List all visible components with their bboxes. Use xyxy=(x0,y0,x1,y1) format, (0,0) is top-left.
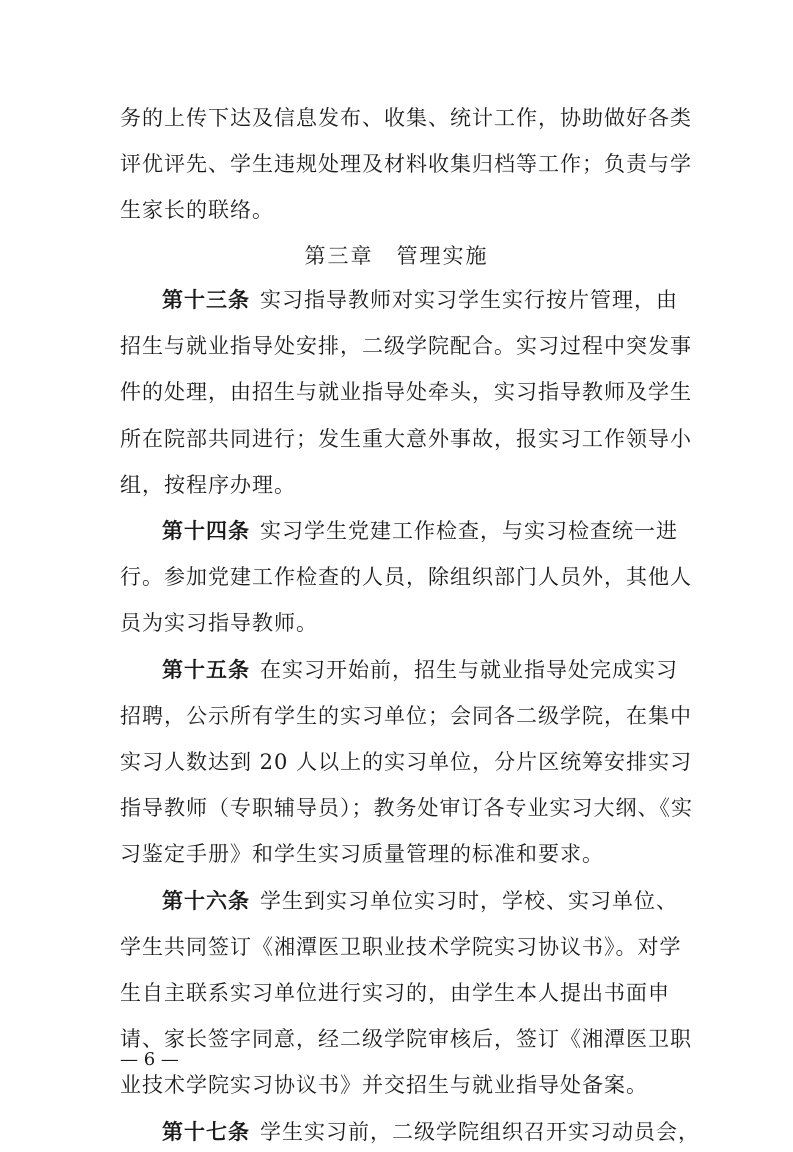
article-line: 招聘，公示所有学生的实习单位；会同各二级学院，在集中 xyxy=(120,704,692,728)
article-text: 在实习开始前，招生与就业指导处完成实习 xyxy=(260,658,678,682)
article-label: 第十七条 xyxy=(162,1120,250,1144)
article-line: 学生共同签订《湘潭医卫职业技术学院实习协议书》。对学 xyxy=(120,935,682,959)
article-text: 学生实习前，二级学院组织召开实习动员会， xyxy=(260,1120,700,1144)
article-line: 请、家长签字同意，经二级学院审核后，签订《湘潭医卫职 xyxy=(120,1027,692,1051)
article-text: 学生到实习单位实习时，学校、实习单位、 xyxy=(260,889,678,913)
article-line: 指导教师（专职辅导员）；教务处审订各专业实习大纲、《实 xyxy=(120,796,693,820)
article-label: 第十五条 xyxy=(162,658,250,682)
article-first-line xyxy=(162,511,722,551)
chapter-title: 第三章 管理实施 xyxy=(304,244,489,268)
article-first-line xyxy=(162,280,722,320)
article-line: 生自主联系实习单位进行实习的，由学生本人提出书面申 xyxy=(120,981,670,1005)
article-line: 招生与就业指导处安排，二级学院配合。实习过程中突发事 xyxy=(120,334,692,358)
article-first-line xyxy=(162,1112,722,1152)
article-label: 第十三条 xyxy=(162,288,250,312)
article-line: 件的处理，由招生与就业指导处牵头，实习指导教师及学生 xyxy=(120,380,692,404)
article-line: 实习人数达到 20 人以上的实习单位，分片区统筹安排实习 xyxy=(120,750,693,774)
article-line: 习鉴定手册》和学生实习质量管理的标准和要求。 xyxy=(120,842,604,866)
article-label: 第十四条 xyxy=(162,519,250,543)
intro-line: 务的上传下达及信息发布、收集、统计工作，协助做好各类 xyxy=(120,106,692,130)
intro-line: 评优评先、学生违规处理及材料收集归档等工作；负责与学 xyxy=(120,152,692,176)
article-line: 业技术学院实习协议书》并交招生与就业指导处备案。 xyxy=(120,1073,648,1097)
article-line: 行。参加党建工作检查的人员，除组织部门人员外，其他人 xyxy=(120,565,692,589)
intro-line: 生家长的联络。 xyxy=(120,198,274,222)
article-first-line xyxy=(162,650,722,690)
article-text: 实习学生党建工作检查，与实习检查统一进 xyxy=(260,519,678,543)
article-line: 员为实习指导教师。 xyxy=(120,611,318,635)
article-text: 实习指导教师对实习学生实行按片管理，由 xyxy=(260,288,678,312)
article-line: 所在院部共同进行；发生重大意外事故，报实习工作领导小 xyxy=(120,427,692,451)
article-label: 第十六条 xyxy=(162,889,250,913)
page-number: — 6 — xyxy=(120,1049,179,1070)
article-first-line xyxy=(162,881,722,921)
article-line: 组，按程序办理。 xyxy=(120,473,296,497)
